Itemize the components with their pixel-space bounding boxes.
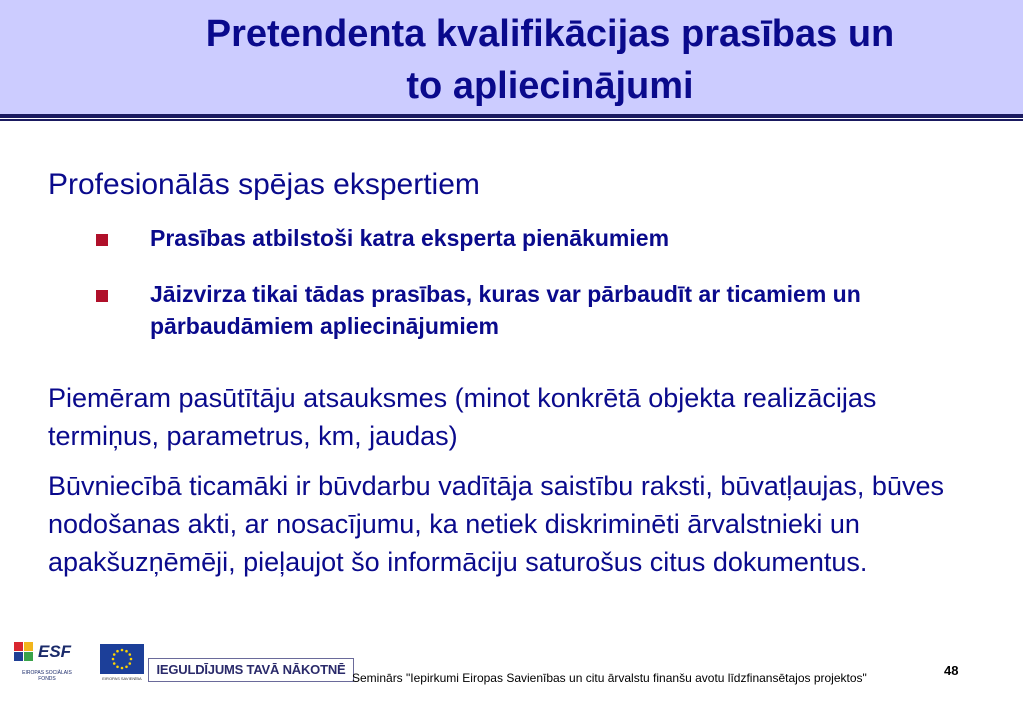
slide-title-line-2: to apliecinājumi	[406, 65, 694, 107]
bullet-text: Prasības atbilstoši katra eksperta pienākumiem	[150, 225, 670, 251]
bullet-item	[96, 278, 976, 342]
page-number: 48	[944, 663, 959, 678]
esf-subtitle: EIROPAS SOCIĀLAIS FONDS	[22, 670, 72, 682]
paragraph-example: Piemēram pasūtītāju atsauksmes (minot konkrētā objekta realizācijas termiņus, parametrus, km, jaudas)	[48, 383, 877, 451]
esf-logo-text: ESF	[38, 642, 72, 661]
bullet-text: Jāizvirza tikai tādas prasības, kuras var pārbaudīt ar ticamiem un pārbaudāmiem apliecinājumiem	[150, 281, 861, 339]
slide-title	[0, 8, 1023, 112]
esf-logo	[12, 638, 76, 688]
eu-flag-icon	[100, 644, 144, 674]
bullet-item	[96, 222, 976, 254]
invest-banner: IEGULDĪJUMS TAVĀ NĀKOTNĒ	[148, 658, 354, 682]
eu-flag-caption: EIROPAS SAVIENĪBA	[102, 676, 142, 681]
slide-title-line-1: Pretendenta kvalifikācijas prasības un	[205, 13, 895, 55]
bullet-list	[96, 222, 976, 366]
section-heading: Profesionālās spējas ekspertiem	[48, 168, 480, 201]
seminar-footer-text: Seminārs "Iepirkumi Eiropas Savienības un citu ārvalstu finanšu avotu līdzfinansētajos projektos"	[352, 671, 867, 685]
square-bullet-icon	[96, 290, 108, 302]
square-bullet-icon	[96, 234, 108, 246]
title-band	[0, 0, 1023, 118]
paragraph-construction: Būvniecībā ticamāki ir būvdarbu vadītāja saistību raksti, būvatļaujas, būves nodošanas akti, ar nosacījumu, ka netiek diskriminēti ārvalstnieki un apakšuzņēmēji, pieļaujot šo informāciju saturošus citus dokumentus.	[48, 471, 944, 577]
esf-mark-icon	[14, 642, 36, 666]
